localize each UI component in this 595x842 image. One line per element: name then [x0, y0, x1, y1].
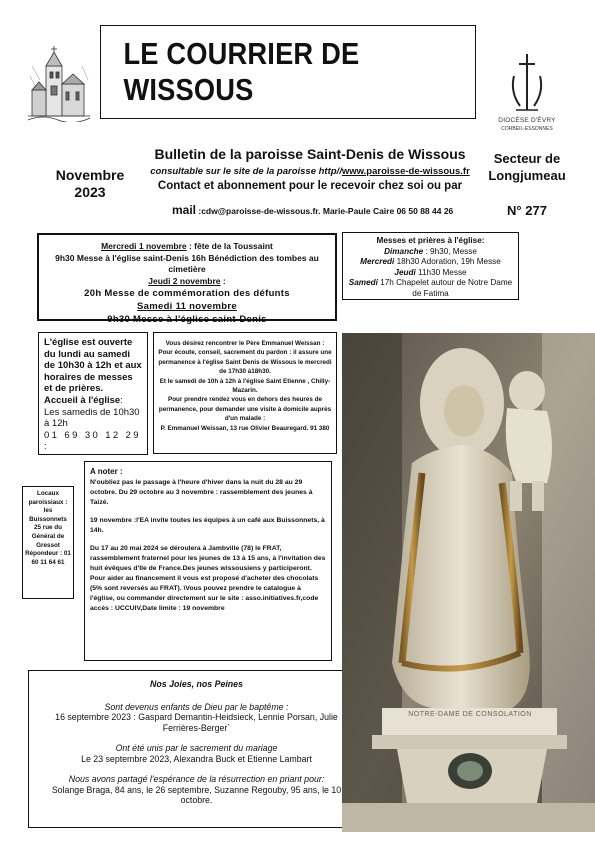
- event-line-5: Samedi 11 novembre: [137, 301, 237, 312]
- mass-thursday: [346, 268, 515, 279]
- bulletin-title: Bulletin de la paroisse Saint-Denis de Wissous: [154, 146, 466, 162]
- opening-hours-text: L'église est ouverte du lundi au samedi de 10h30 à 12h et aux horaires de messes et de prières.: [44, 337, 142, 395]
- mass-wednesday: [346, 257, 515, 268]
- time-sunday: : 9h30, Messe: [423, 246, 477, 256]
- joys-title: Nos Joies, nos Peines: [150, 679, 243, 689]
- time-thursday: 11h30 Messe: [415, 267, 467, 277]
- church-logo: [28, 46, 90, 122]
- funeral-heading: Nous avons partagé l'espérance de la résurrection en priant pour:: [68, 774, 325, 784]
- event-title-1: : fête de la Toussaint: [186, 241, 273, 251]
- day-saturday: Samedi: [348, 278, 378, 287]
- notes-heading: A noter :: [90, 467, 123, 476]
- premises-address: Locaux paroissiaux : les Buissonnets 25 rue du Général de Gressot: [28, 490, 68, 549]
- issue-month-name: Novembre: [55, 167, 125, 183]
- event-colon-2: :: [220, 275, 226, 286]
- reception-hours: Les samedis de 10h30 à 12h: [44, 406, 140, 430]
- issue-month: [40, 167, 140, 201]
- issue-number: N° 277: [507, 203, 547, 218]
- bulletin-website-line: [150, 166, 470, 177]
- notes-box: [84, 461, 332, 661]
- event-line-6: 9h30 Messe à l'église saint-Denis: [107, 314, 267, 325]
- joys-sorrows-box: [28, 670, 365, 828]
- reception-label: [44, 395, 142, 407]
- note-paragraph-1: N'oubliez pas le passage à l'heure d'hiver dans la nuit du 28 au 29 octobre. Du 29 octobre au 3 novembre : rassemblement des jeunes à Taizé.: [90, 479, 313, 506]
- event-date-1: Mercredi 1 novembre: [101, 241, 187, 251]
- premises-phone: Répondeur : 01 60 11 64 61: [25, 550, 71, 566]
- contact-line: Contact et abonnement pour le recevoir chez soi ou par: [157, 180, 463, 192]
- reception-title: Accueil à l'église: [44, 394, 121, 406]
- mass-saturday: [346, 278, 515, 299]
- marriage-names: Le 23 septembre 2023, Alexandra Buck et Etienne Lambart: [81, 753, 312, 764]
- priest-line-2: Pour écoute, conseil, sacrement du pardon : il assure une permanence à l'église Saint Denis de Wissous le mercredi de 17h30 à18h30.: [158, 349, 332, 376]
- time-wednesday: 18h30 Adoration, 19h Messe: [394, 257, 501, 266]
- website-link[interactable]: www.paroisse-de-wissous.fr: [341, 166, 470, 177]
- mass-sunday: [346, 247, 515, 258]
- day-wednesday: Mercredi: [360, 257, 395, 266]
- mail-line: [172, 203, 472, 217]
- sector-line1: Secteur de: [493, 151, 561, 166]
- baptism-heading: Sont devenus enfants de Dieu par le baptême :: [104, 701, 289, 712]
- time-saturday: 17h Chapelet autour de Notre Dame de Fatima: [377, 278, 513, 298]
- reception-colon: :: [120, 394, 123, 406]
- priest-line-3: Et le samedi de 10h à 12h à l'église Saint Etienne , Chilly-Mazarin.: [159, 377, 331, 395]
- masthead-title-box: [100, 25, 476, 119]
- website-text: consultable sur le site de la paroisse http//: [150, 166, 342, 177]
- baptism-names: 16 septembre 2023 : Gaspard Demantin-Heidsieck, Lennie Porsan, Julie Ferrières-Berger`: [55, 712, 338, 733]
- masses-box: [342, 232, 519, 300]
- event-line-4: 20h Messe de commémoration des défunts: [84, 288, 290, 299]
- masthead-title: LE COURRIER DE WISSOUS: [123, 36, 360, 107]
- priest-line-1: Vous désirez rencontrer le Père Emmanuel Weissan :: [165, 340, 325, 347]
- note-paragraph-3: Du 17 au 20 mai 2024 se déroulera à Jambville (78) le FRAT, rassemblement fraternel pour les jeunes de 13 à 15 ans, à l'invitation des huit évêques d'Ile de France.Des jeunes wissousiens y participeront. Pour aider au financement il vous est proposé d'acheter des chocolats (5% sont reversés au FRAT). \Vous pouvez prendre le catalogue à l'église, ou commander directement sur le site : asso.initiatives.fr,code accès : UCCUIV,Date limite : 19 novembre: [90, 545, 326, 612]
- event-line-3: [43, 276, 331, 288]
- issue-year: 2023: [74, 184, 106, 200]
- reception-phone: 01 69 30 12 29 :: [44, 429, 141, 453]
- event-line-1: [43, 241, 331, 253]
- marriage-heading: Ont été unis par le sacrement du mariage: [115, 743, 278, 753]
- sector-label: [482, 150, 572, 184]
- priest-address: P. Emmanuel Weissan, 13 rue Olivier Beauregard. 91 380: [160, 424, 330, 432]
- parish-premises-box: [22, 486, 74, 599]
- note-paragraph-2: 19 novembre :l'EA invite toutes les équipes à un café aux Buissonnets, à 14h.: [90, 517, 325, 534]
- masses-title: Messes et prières à l'église:: [376, 236, 485, 245]
- church-opening-box: [38, 332, 148, 455]
- priest-meeting-box: [153, 332, 337, 454]
- mail-address: :cdw@paroisse-de-wissous.fr. Marie-Paule Caire 06 50 88 44 26: [196, 206, 454, 216]
- priest-line-4: Pour prendre rendez vous en dehors des heures de permanence, pour demander une visite à domicile auprès d'un malade :: [158, 396, 332, 423]
- sector-line2: Longjumeau: [488, 168, 566, 183]
- events-box: [37, 233, 337, 325]
- funeral-names: Solange Braga, 84 ans, le 26 septembre, Suzanne Regouby, 95 ans, le 10 octobre.: [51, 784, 342, 805]
- virgin-statue-photo: [342, 333, 595, 832]
- event-line-2: 9h30 Messe à l'église saint-Denis 16h Bénédiction des tombes au cimetière: [55, 252, 319, 274]
- day-sunday: Dimanche: [384, 246, 424, 256]
- mail-word: mail: [172, 203, 197, 217]
- statue-inscription: NOTRE-DAME DE CONSOLATION: [408, 711, 532, 718]
- diocese-name: DIOCÈSE D'ÉVRY: [498, 117, 556, 124]
- day-thursday: Jeudi: [394, 267, 416, 277]
- event-date-2: Jeudi 2 novembre: [148, 275, 221, 286]
- diocese-subtitle: CORBEIL-ESSONNES: [501, 126, 553, 132]
